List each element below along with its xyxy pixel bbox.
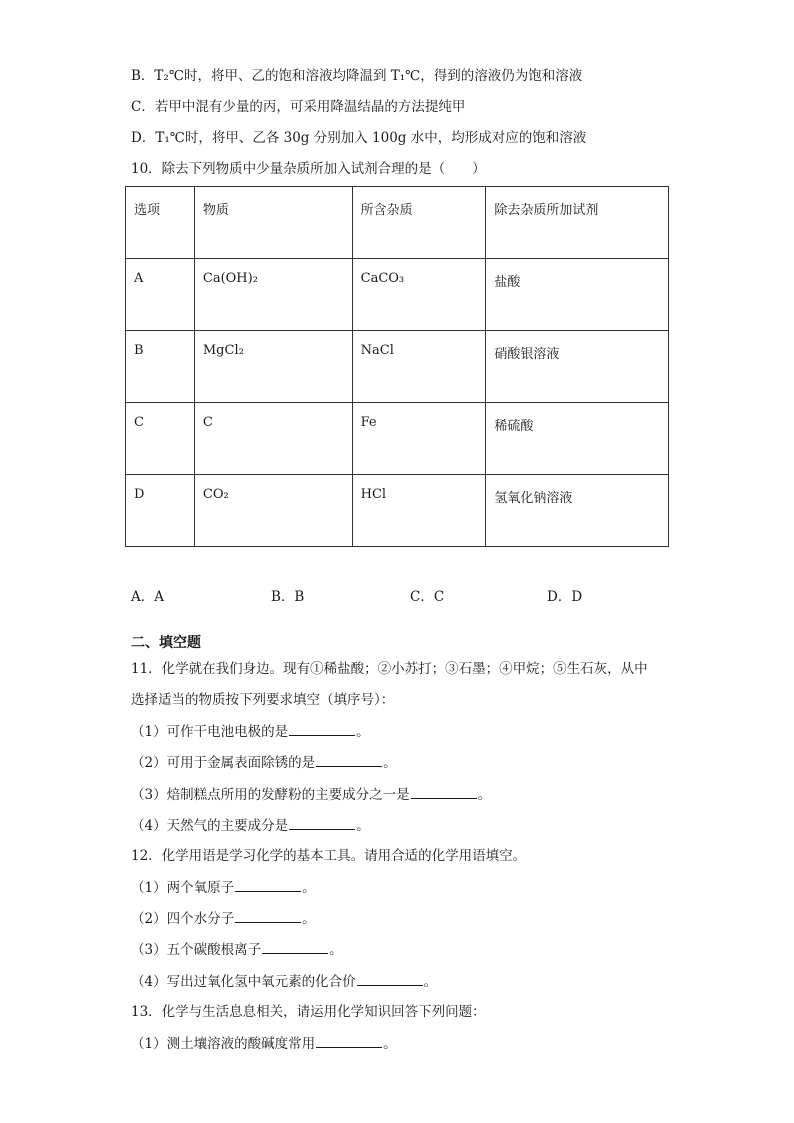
table-header-cell: 物质 [194, 187, 352, 259]
table-cell: HCl [352, 475, 486, 547]
table-cell: B [126, 331, 195, 403]
choice-a[interactable]: A．A [131, 589, 164, 605]
q9-option-b: B．T₂℃时，将甲、乙的饱和溶液均降温到 T₁℃，得到的溶液仍为饱和溶液 [131, 68, 583, 84]
answer-blank[interactable] [289, 721, 355, 736]
table-row [126, 475, 669, 547]
answer-blank[interactable] [235, 908, 301, 923]
q9-option-c: C．若甲中混有少量的丙，可采用降温结晶的方法提纯甲 [131, 99, 466, 115]
q12-item-2: （2）四个水分子 。 [131, 908, 316, 929]
choice-d[interactable]: D．D [547, 589, 583, 605]
answer-blank[interactable] [316, 752, 382, 767]
table-header-row [126, 187, 669, 259]
table-cell: CaCO₃ [352, 259, 486, 331]
answer-blank[interactable] [262, 939, 328, 954]
table-row [126, 331, 669, 403]
q9-option-d: D．T₁℃时，将甲、乙各 30g 分别加入 100g 水中，均形成对应的饱和溶液 [131, 130, 587, 146]
answer-blank[interactable] [289, 815, 355, 830]
choice-b[interactable]: B．B [271, 589, 305, 605]
q12-item-1: （1）两个氧原子 。 [131, 877, 316, 898]
answer-blank[interactable] [411, 784, 477, 799]
q11-item-3: （3）焙制糕点所用的发酵粉的主要成分之一是 。 [131, 784, 491, 805]
table-row [126, 403, 669, 475]
q10-table [125, 186, 669, 547]
table-cell: MgCl₂ [194, 331, 352, 403]
q13-item-1: （1）测土壤溶液的酸碱度常用 。 [131, 1033, 397, 1054]
q11-stem-line2: 选择适当的物质按下列要求填空（填序号）： [131, 692, 395, 708]
q11-stem-line1: 11．化学就在我们身边。现有①稀盐酸；②小苏打；③石墨；④甲烷；⑤生石灰，从中 [131, 661, 648, 677]
table-row [126, 259, 669, 331]
table-cell: Ca(OH)₂ [194, 259, 352, 331]
table-cell: CO₂ [194, 475, 352, 547]
table-header-cell: 除去杂质所加试剂 [486, 187, 669, 259]
answer-blank[interactable] [357, 971, 423, 986]
q12-item-4: （4）写出过氧化氢中氧元素的化合价 。 [131, 971, 437, 992]
q10-stem: 10．除去下列物质中少量杂质所加入试剂合理的是（ ） [131, 161, 486, 177]
answer-blank[interactable] [316, 1033, 382, 1048]
section-title: 二、填空题 [131, 635, 201, 651]
q11-item-2: （2）可用于金属表面除锈的是 。 [131, 752, 397, 773]
table-cell: NaCl [352, 331, 486, 403]
table-cell: 硝酸银溶液 [486, 331, 669, 403]
table-cell: 盐酸 [486, 259, 669, 331]
table-cell: A [126, 259, 195, 331]
table-cell: D [126, 475, 195, 547]
answer-blank[interactable] [235, 877, 301, 892]
table-cell: C [126, 403, 195, 475]
q11-item-1: （1）可作干电池电极的是 。 [131, 721, 370, 742]
choice-c[interactable]: C．C [410, 589, 445, 605]
table-header-cell: 所含杂质 [352, 187, 486, 259]
q12-item-3: （3）五个碳酸根离子 。 [131, 939, 343, 960]
q13-stem: 13．化学与生活息息相关，请运用化学知识回答下列问题： [131, 1004, 486, 1020]
q12-stem: 12．化学用语是学习化学的基本工具。请用合适的化学用语填空。 [131, 848, 527, 864]
q11-item-4: （4）天然气的主要成分是 。 [131, 815, 370, 836]
table-cell: C [194, 403, 352, 475]
table-cell: 稀硫酸 [486, 403, 669, 475]
table-cell: Fe [352, 403, 486, 475]
table-cell: 氢氧化钠溶液 [486, 475, 669, 547]
table-header-cell: 选项 [126, 187, 195, 259]
